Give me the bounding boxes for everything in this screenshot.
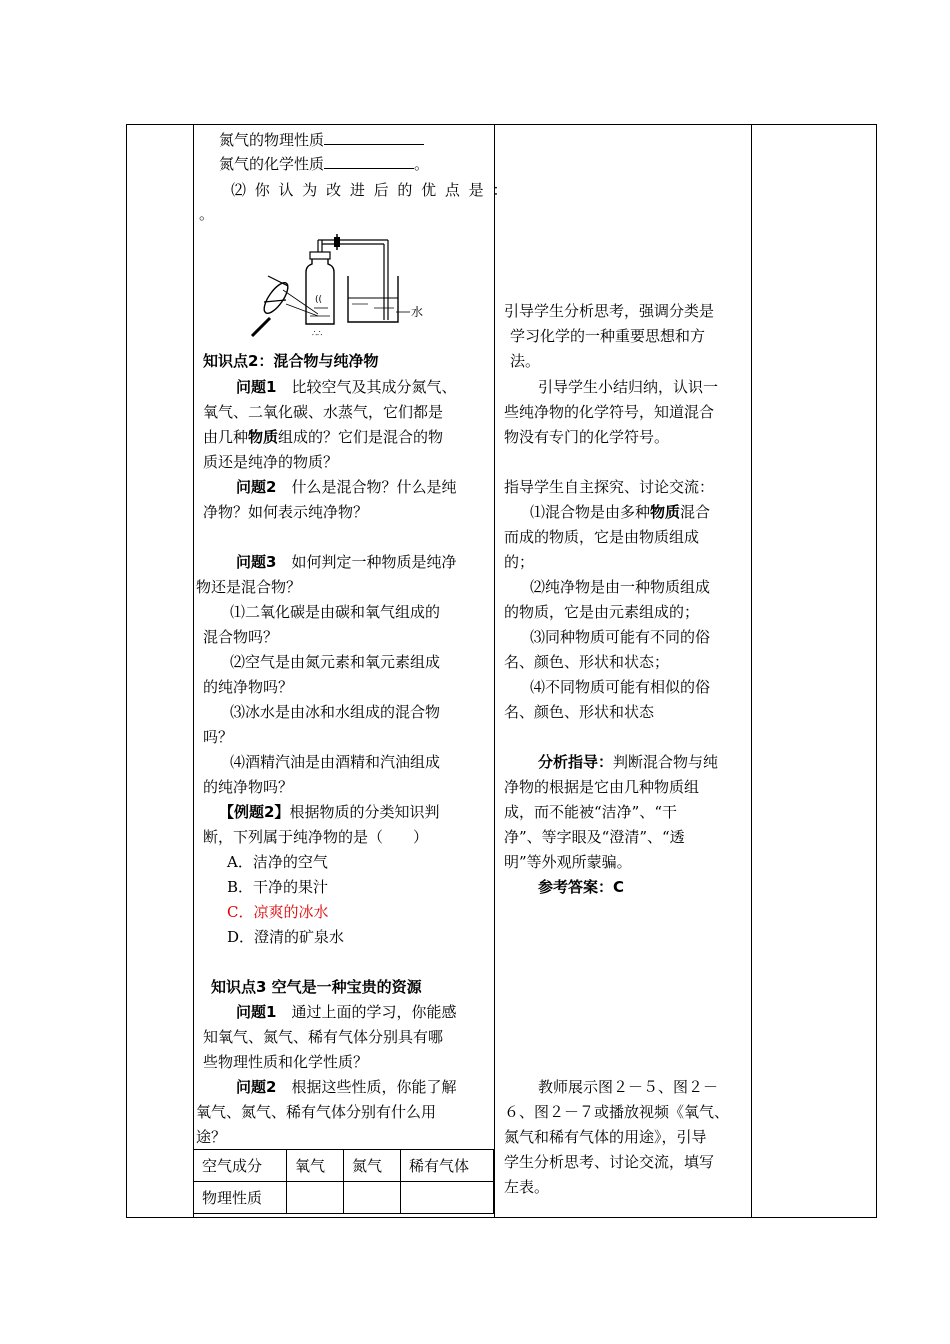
r3-line-1: ⑶同种物质可能有不同的俗: [530, 628, 711, 646]
water-label: 水: [411, 305, 424, 319]
example2-line-1: 【例题2】根据物质的分类知识判: [219, 803, 440, 821]
guide2-line-1: 引导学生小结归纳，认识一: [538, 378, 719, 396]
option-b: B．干净的果汁: [227, 878, 329, 896]
reference-answer: 参考答案：C: [538, 878, 625, 896]
advantage-question: ⑵ 你 认 为 改 进 后 的 优 点 是 ：: [231, 181, 510, 199]
kq2-line-1: 问题2 根据这些性质，你能了解: [236, 1078, 457, 1096]
table-header-cell: 氧气: [287, 1150, 344, 1182]
sub4-line-2: 的纯净物吗？: [203, 778, 294, 796]
q2-line-1: 问题2 什么是混合物？什么是纯: [236, 478, 457, 496]
r1-line-1: ⑴混合物是由多种物质混合: [530, 503, 711, 521]
analysis-line-4: 净”、等字眼及“澄清”、“透: [504, 828, 685, 846]
table-header-cell: 空气成分: [194, 1150, 287, 1182]
option-c-answer: C．凉爽的冰水: [227, 903, 329, 921]
sub3-line-1: ⑶冰水是由冰和水组成的混合物: [230, 703, 441, 721]
table-cell-empty: [287, 1182, 344, 1214]
table-row-label: 物理性质: [194, 1182, 287, 1214]
guide2-line-2: 些纯净物的化学符号，知道混合: [504, 403, 715, 421]
teacher-line-3: 氮气和稀有气体的用途》，引导: [504, 1128, 707, 1146]
r3-line-2: 名、颜色、形状和状态；: [504, 653, 670, 671]
kp2-title: 知识点2：混合物与纯净物: [203, 352, 379, 370]
advantage-end: 。: [199, 205, 215, 223]
sub2-line-1: ⑵空气是由氮元素和氧元素组成: [230, 653, 441, 671]
guide2-line-3: 物没有专门的化学符号。: [504, 428, 670, 446]
kq2-line-3: 途？: [196, 1128, 227, 1146]
r1-line-2: 而成的物质，它是由物质组成: [504, 528, 700, 546]
analysis-line-2: 净物的根据是它由几种物质组: [504, 778, 700, 796]
r1-line-3: 的；: [504, 553, 535, 571]
kp3-title: 知识点3 空气是一种宝贵的资源: [211, 978, 422, 996]
table-row: [194, 1182, 494, 1214]
q1-line-4: 质还是纯净的物质？: [203, 453, 339, 471]
sub1-line-1: ⑴二氧化碳是由碳和氧气组成的: [230, 603, 441, 621]
q3-line-2: 物还是混合物？: [196, 578, 302, 596]
svg-text:((: ((: [315, 295, 323, 305]
analysis-line-1: 分析指导：判断混合物与纯: [538, 753, 719, 771]
kq2-line-2: 氧气、氮气、稀有气体分别有什么用: [196, 1103, 437, 1121]
svg-text:∴∴: ∴∴: [312, 329, 323, 338]
r4-line-1: ⑷不同物质可能有相似的俗: [530, 678, 711, 696]
q1-line-3: 由几种物质组成的？它们是混合的物: [203, 428, 444, 446]
teacher-line-2: ６、图２－７或播放视频《氧气、: [504, 1103, 730, 1121]
r2-line-1: ⑵纯净物是由一种物质组成: [530, 578, 711, 596]
teacher-line-5: 左表。: [504, 1178, 550, 1196]
n2-physical-line: 氮气的物理性质: [219, 128, 424, 152]
r2-line-2: 的物质，它是由元素组成的；: [504, 603, 700, 621]
guide1-line-1: 引导学生分析思考，强调分类是: [504, 302, 715, 320]
teacher-line-1: 教师展示图２－５、图２－: [538, 1078, 719, 1096]
table-row: [194, 1150, 494, 1182]
guide1-line-3: 法。: [510, 352, 541, 370]
kq1-line-3: 些物理性质和化学性质？: [203, 1053, 369, 1071]
analysis-line-3: 成，而不能被“洁净”、“干: [504, 803, 678, 821]
sub4-line-1: ⑷酒精汽油是由酒精和汽油组成: [230, 753, 441, 771]
q1-line-2: 氧气、二氧化碳、水蒸气，它们都是: [203, 403, 444, 421]
kq1-line-2: 知氧气、氮气、稀有气体分别具有哪: [203, 1028, 444, 1046]
air-components-table: [193, 1149, 494, 1214]
analysis-line-5: 明”等外观所蒙骗。: [504, 853, 632, 871]
option-d: D．澄清的矿泉水: [227, 928, 345, 946]
teacher-line-4: 学生分析思考、讨论交流，填写: [504, 1153, 715, 1171]
guide1-line-2: 学习化学的一种重要思想和方: [510, 327, 706, 345]
table-cell-empty: [344, 1182, 401, 1214]
apparatus-diagram: [248, 232, 428, 344]
guide3: 指导学生自主探究、讨论交流：: [504, 478, 715, 496]
n2-chemical-line: 氮气的化学性质 。: [219, 155, 430, 173]
r4-line-2: 名、颜色、形状和状态: [504, 703, 655, 721]
example2-line-2: 断，下列属于纯净物的是（ ）: [203, 828, 429, 846]
column-divider-3: [751, 125, 752, 1217]
table-header-cell: 稀有气体: [401, 1150, 494, 1182]
sub2-line-2: 的纯净物吗？: [203, 678, 294, 696]
q2-line-2: 净物？如何表示纯净物？: [203, 503, 369, 521]
q1-line-1: 问题1 比较空气及其成分氮气、: [236, 378, 457, 396]
q3-line-1: 问题3 如何判定一种物质是纯净: [236, 553, 457, 571]
option-a: A．洁净的空气: [227, 853, 328, 871]
table-header-cell: 氮气: [344, 1150, 401, 1182]
column-divider-1: [193, 125, 194, 1217]
table-cell-empty: [401, 1182, 494, 1214]
sub3-line-2: 吗？: [203, 728, 234, 746]
sub1-line-2: 混合物吗？: [203, 628, 279, 646]
kq1-line-1: 问题1 通过上面的学习，你能感: [236, 1003, 457, 1021]
column-divider-2: [494, 125, 495, 1217]
